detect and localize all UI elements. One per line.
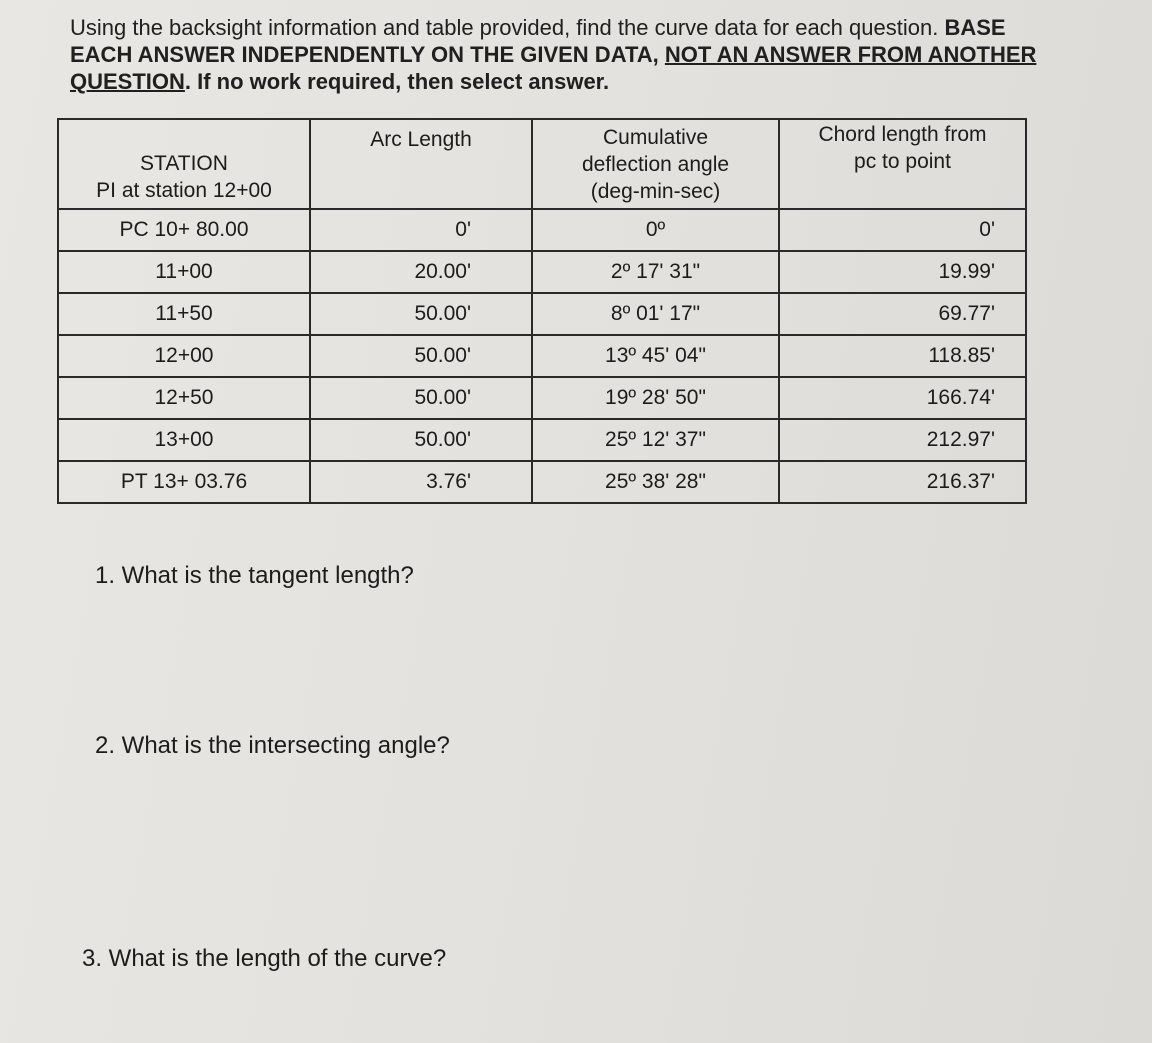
table-row (58, 293, 1026, 335)
header-cum-line2: deflection angle (581, 153, 730, 176)
header-station-label: STATION (140, 152, 228, 175)
table-row (58, 335, 1026, 377)
cell-station: 11+50 (58, 293, 310, 335)
cell-chord: 212.97' (779, 419, 1026, 461)
cell-chord: 216.37' (779, 461, 1026, 503)
instructions-underlined: NOT AN ANSWER FROM ANOTHER QUESTION (70, 42, 1037, 94)
curve-data-table (57, 118, 1027, 504)
cell-chord: 69.77' (779, 293, 1026, 335)
cell-station: 12+00 (58, 335, 310, 377)
cell-arc: 20.00' (310, 251, 532, 293)
cell-deflection: 19º 28' 50" (532, 377, 779, 419)
header-chord-length (779, 119, 1026, 209)
header-chord-line2: pc to point (854, 150, 951, 173)
cell-station: 11+00 (58, 251, 310, 293)
table-row (58, 461, 1026, 503)
header-chord-line1: Chord length from (818, 123, 987, 146)
cell-deflection: 13º 45' 04" (532, 335, 779, 377)
table-row (58, 419, 1026, 461)
instructions-intro: Using the backsight information and table provided, find the curve data for each question. (70, 15, 945, 40)
table-row (58, 251, 1026, 293)
instructions (70, 14, 1050, 95)
cell-deflection: 0º (532, 209, 779, 251)
table-row (58, 377, 1026, 419)
cell-station: PC 10+ 80.00 (58, 209, 310, 251)
cell-chord: 0' (779, 209, 1026, 251)
instructions-emphasis: BASE EACH ANSWER INDEPENDENTLY ON THE GIVEN DATA, (70, 15, 1006, 67)
cell-arc: 50.00' (310, 335, 532, 377)
cell-deflection: 8º 01' 17" (532, 293, 779, 335)
header-pi-station: PI at station 12+00 (96, 179, 272, 202)
question-intersecting-angle: 2. What is the intersecting angle? (95, 732, 450, 759)
table-row (58, 209, 1026, 251)
cell-station: 13+00 (58, 419, 310, 461)
cell-deflection: 2º 17' 31" (532, 251, 779, 293)
cell-deflection: 25º 12' 37" (532, 419, 779, 461)
question-tangent-length: 1. What is the tangent length? (95, 562, 414, 589)
cell-deflection: 25º 38' 28" (532, 461, 779, 503)
header-cum-line1: Cumulative (602, 126, 709, 149)
cell-chord: 19.99' (779, 251, 1026, 293)
cell-station: 12+50 (58, 377, 310, 419)
cell-arc: 50.00' (310, 293, 532, 335)
cell-arc: 3.76' (310, 461, 532, 503)
cell-arc: 50.00' (310, 419, 532, 461)
header-arc-label: Arc Length (370, 128, 472, 151)
cell-chord: 166.74' (779, 377, 1026, 419)
header-cum-line3: (deg-min-sec) (590, 180, 721, 203)
cell-station: PT 13+ 03.76 (58, 461, 310, 503)
cell-chord: 118.85' (779, 335, 1026, 377)
curve-data-table-wrap (57, 118, 1017, 500)
instructions-closing: . If no work required, then select answer. (184, 69, 610, 94)
cell-arc: 50.00' (310, 377, 532, 419)
header-arc-length (310, 119, 532, 209)
table-header-row (58, 119, 1026, 209)
header-cumulative-deflection (532, 119, 779, 209)
header-station (58, 119, 310, 209)
cell-arc: 0' (310, 209, 532, 251)
question-curve-length: 3. What is the length of the curve? (82, 945, 447, 972)
